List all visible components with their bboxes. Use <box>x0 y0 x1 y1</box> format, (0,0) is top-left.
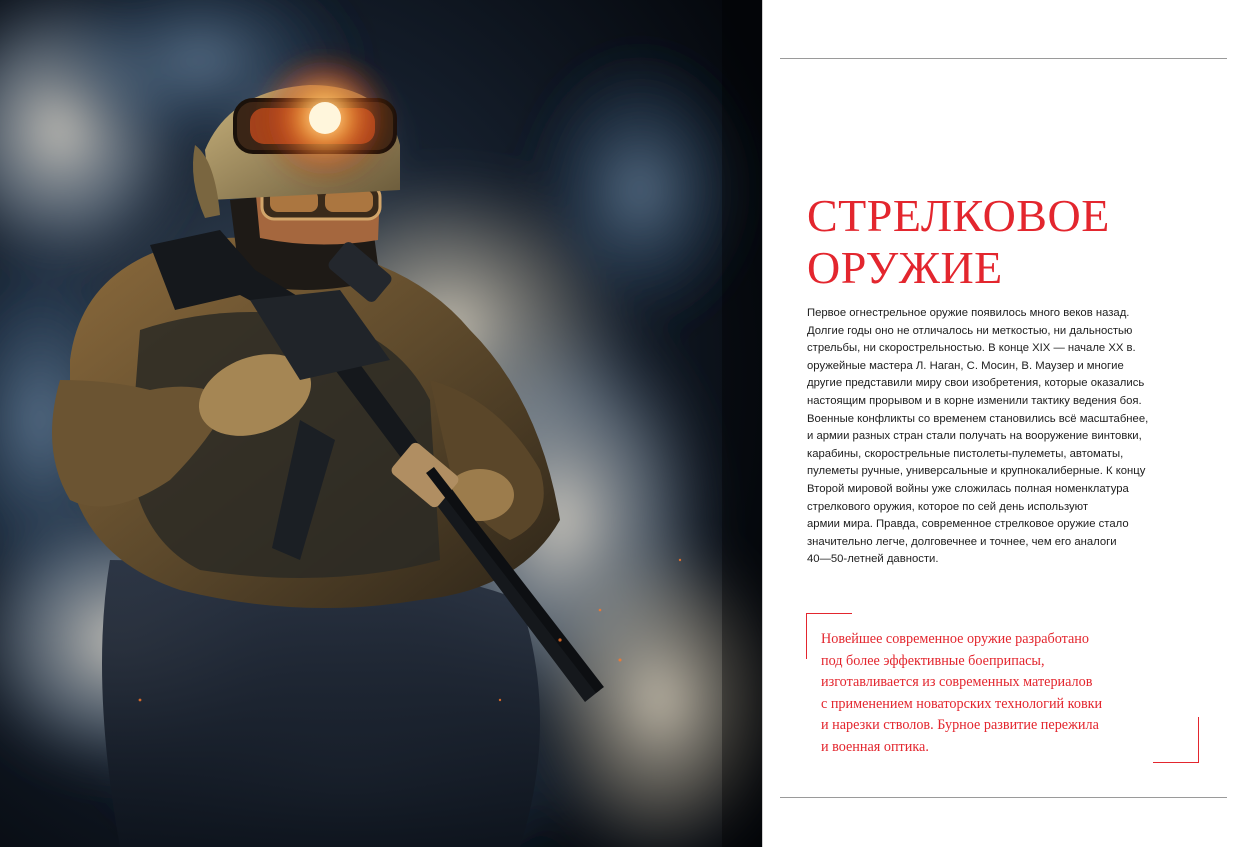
quote-text <box>821 629 1102 759</box>
body-paragraph <box>807 305 1148 569</box>
page-title <box>807 190 1110 294</box>
body-line: армии мира. Правда, современное стрелковое оружие стало <box>807 518 1129 531</box>
quote-corner-bottom-right <box>1153 762 1199 763</box>
quote-line: Новейшее современное оружие разработано <box>821 631 1089 647</box>
quote-line: с применением новаторских технологий ковки <box>821 695 1103 712</box>
quote-line: и военная оптика. <box>821 738 929 755</box>
body-line: пулеметы ручные, универсальные и крупнокалиберные. К концу <box>807 465 1146 478</box>
quote-line: под более эффективные боеприпасы, <box>821 652 1045 669</box>
top-rule <box>780 58 1227 59</box>
bottom-rule <box>780 797 1227 798</box>
body-line: Долгие годы оно не отличалось ни меткостью, ни дальностью <box>807 324 1133 337</box>
body-line: другие представили миру свои изобретения, которые оказались <box>807 377 1145 390</box>
quote-corner-bottom-right <box>1198 717 1199 763</box>
body-line: стрелкового оружия, которое по сей день используют <box>807 500 1089 513</box>
body-line: 40—50-летней давности. <box>807 553 939 566</box>
body-line: Военные конфликты со временем становились всё масштабнее, <box>807 412 1149 425</box>
body-line: Второй мировой войны уже сложилась полная номенклатура <box>807 482 1129 495</box>
body-line: Первое огнестрельное оружие появилось много веков назад. <box>807 307 1130 319</box>
body-line: и армии разных стран стали получать на вооружение винтовки, <box>807 430 1142 443</box>
body-line: карабины, скорострельные пистолеты-пулеметы, автоматы, <box>807 447 1124 460</box>
quote-line: изготавливается из современных материалов <box>821 674 1093 691</box>
title-line: СТРЕЛКОВОЕ <box>807 190 1110 241</box>
pull-quote <box>806 613 1199 763</box>
body-line: оружейные мастера Л. Наган, С. Мосин, В. Маузер и многие <box>807 359 1124 372</box>
body-line: настоящим прорывом и в корне изменили тактику ведения боя. <box>807 394 1142 407</box>
quote-corner-top-left <box>806 613 852 614</box>
text-page <box>762 0 1255 847</box>
title-line: ОРУЖИЕ <box>807 242 1003 293</box>
body-line: значительно легче, долговечнее и точнее, чем его аналоги <box>807 535 1117 548</box>
body-line: стрельбы, ни скорострельностью. В конце XIX — начале XX в. <box>807 342 1136 355</box>
quote-line: и нарезки стволов. Бурное развитие пережила <box>821 717 1099 734</box>
quote-corner-top-left <box>806 613 807 659</box>
